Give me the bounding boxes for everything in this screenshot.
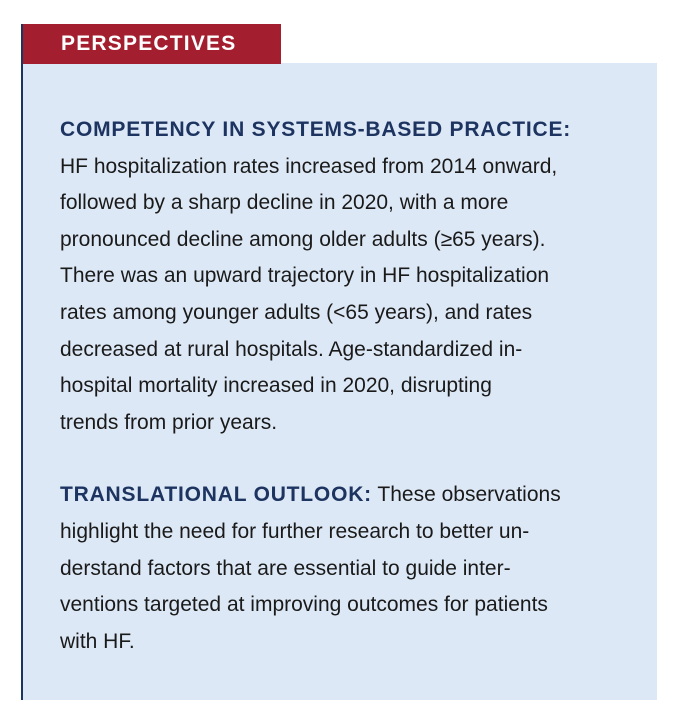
translational-line: highlight the need for further research to better un-	[60, 519, 530, 543]
competency-line: There was an upward trajectory in HF hospitalization	[60, 264, 550, 288]
translational-line: ventions targeted at improving outcomes for patients	[60, 593, 548, 617]
translational-line: These observations	[371, 483, 561, 507]
competency-line: trends from prior years.	[60, 410, 278, 434]
translational-line: derstand factors that are essential to guide inter-	[60, 556, 511, 580]
competency-line: HF hospitalization rates increased from 2014 onward,	[60, 154, 558, 178]
competency-paragraph	[60, 112, 620, 441]
competency-line: followed by a sharp decline in 2020, with a more	[60, 191, 509, 215]
competency-line: hospital mortality increased in 2020, disrupting	[60, 374, 492, 398]
competency-line: rates among younger adults (<65 years), and rates	[60, 300, 533, 324]
competency-line: decreased at rural hospitals. Age-standardized in-	[60, 337, 523, 361]
competency-heading: COMPETENCY IN SYSTEMS-BASED PRACTICE:	[60, 118, 572, 141]
translational-paragraph	[60, 477, 620, 660]
competency-line: pronounced decline among older adults (≥65 years).	[60, 227, 546, 251]
perspectives-content	[60, 112, 620, 660]
translational-heading: TRANSLATIONAL OUTLOOK:	[60, 483, 372, 507]
perspectives-tab: PERSPECTIVES	[23, 24, 281, 64]
translational-line: with HF.	[60, 629, 135, 653]
